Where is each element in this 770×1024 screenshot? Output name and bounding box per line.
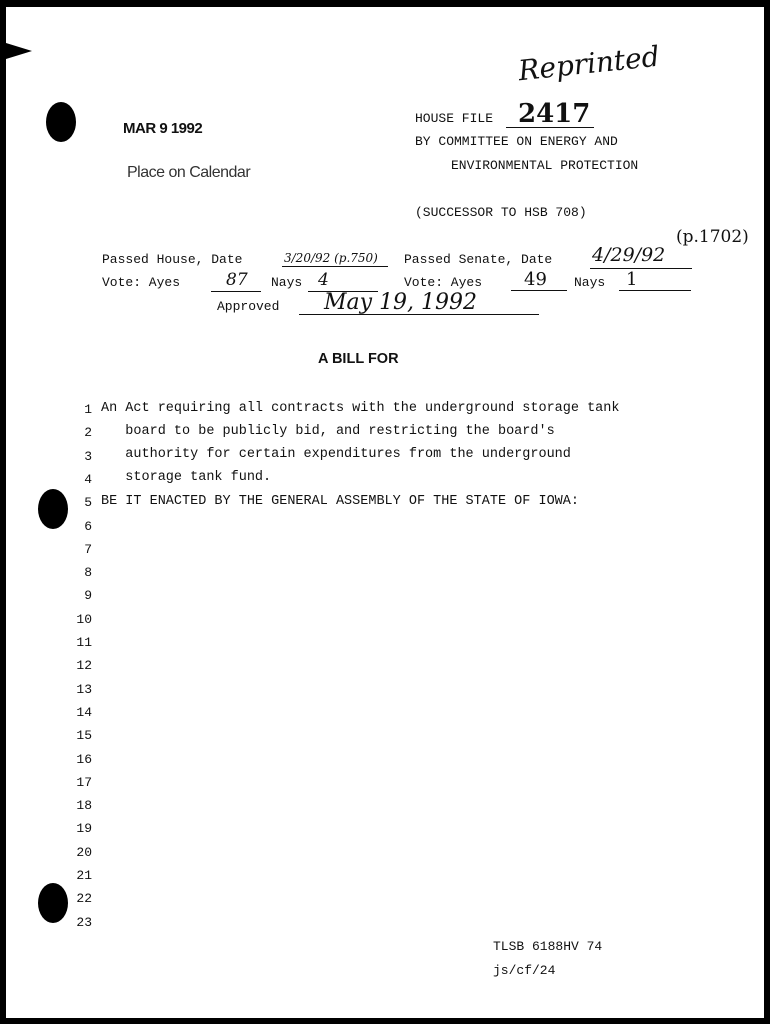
reprinted-annotation: Reprinted bbox=[516, 39, 662, 88]
passed-house-label: Passed House, Date bbox=[102, 252, 243, 267]
line-number: 14 bbox=[76, 704, 92, 720]
bill-heading: A BILL FOR bbox=[318, 351, 399, 367]
line-number: 11 bbox=[76, 635, 92, 650]
line-number: 10 bbox=[76, 611, 92, 627]
line-number: 19 bbox=[76, 821, 92, 837]
line-number: 4 bbox=[84, 471, 92, 487]
bill-line-1: An Act requiring all contracts with the underground storage tank bbox=[101, 401, 620, 416]
house-nays-label: Nays bbox=[271, 275, 303, 290]
line-number: 9 bbox=[84, 588, 92, 604]
line-number: 5 bbox=[84, 495, 92, 511]
line-number: 6 bbox=[84, 518, 92, 534]
house-ayes: 87 bbox=[226, 270, 248, 290]
bill-line-5: BE IT ENACTED BY THE GENERAL ASSEMBLY OF THE STATE OF IOWA: bbox=[101, 494, 579, 509]
line-number: 12 bbox=[76, 658, 92, 674]
successor-note: (SUCCESSOR TO HSB 708) bbox=[415, 205, 587, 220]
line-number: 21 bbox=[76, 868, 92, 883]
bill-line-2: board to be publicly bid, and restricting the board's bbox=[101, 424, 555, 439]
line-number: 17 bbox=[76, 774, 92, 790]
bill-line-4: storage tank fund. bbox=[101, 470, 272, 485]
house-file-number: 2417 bbox=[518, 99, 591, 129]
house-vote-ayes-label: Vote: Ayes bbox=[102, 275, 181, 290]
line-number: 18 bbox=[76, 798, 92, 814]
bill-line-3: authority for certain expenditures from the underground bbox=[101, 447, 571, 462]
passed-senate-date: 4/29/92 bbox=[592, 244, 666, 266]
house-nays: 4 bbox=[318, 270, 329, 290]
typist-initials: js/cf/24 bbox=[493, 963, 556, 978]
passed-house-date: 3/20/92 (p.750) bbox=[284, 251, 378, 265]
approved-date: May 19, 1992 bbox=[324, 290, 478, 315]
senate-nays-label: Nays bbox=[574, 275, 606, 290]
approved-label: Approved bbox=[217, 299, 280, 314]
bill-page bbox=[6, 7, 764, 1018]
senate-nays: 1 bbox=[626, 269, 638, 290]
committee-name-line: ENVIRONMENTAL PROTECTION bbox=[451, 158, 639, 173]
line-number: 1 bbox=[84, 402, 92, 417]
received-date-stamp: MAR 9 1992 bbox=[123, 120, 203, 137]
passed-senate-label: Passed Senate, Date bbox=[404, 252, 553, 267]
staple-mark bbox=[6, 43, 32, 59]
line-number: 20 bbox=[76, 844, 92, 860]
senate-vote-ayes-label: Vote: Ayes bbox=[404, 275, 483, 290]
hole-punch-top bbox=[46, 102, 76, 142]
line-number: 13 bbox=[76, 681, 92, 697]
line-number: 22 bbox=[76, 891, 92, 907]
line-number: 23 bbox=[76, 914, 92, 930]
tlsb-code: TLSB 6188HV 74 bbox=[493, 939, 603, 954]
line-number: 8 bbox=[84, 565, 92, 581]
line-number: 16 bbox=[76, 751, 92, 767]
line-number: 7 bbox=[84, 541, 92, 557]
house-file-label: HOUSE FILE bbox=[415, 111, 494, 126]
line-number: 3 bbox=[84, 448, 92, 464]
hole-punch-bottom bbox=[38, 883, 68, 923]
place-on-calendar-stamp: Place on Calendar bbox=[127, 164, 251, 181]
line-number: 2 bbox=[84, 425, 92, 441]
hole-punch-middle bbox=[38, 489, 68, 529]
line-number: 15 bbox=[76, 728, 92, 744]
senate-ayes: 49 bbox=[524, 269, 547, 290]
senate-journal-page: (p.1702) bbox=[676, 227, 749, 247]
committee-by-line: BY COMMITTEE ON ENERGY AND bbox=[415, 134, 618, 149]
